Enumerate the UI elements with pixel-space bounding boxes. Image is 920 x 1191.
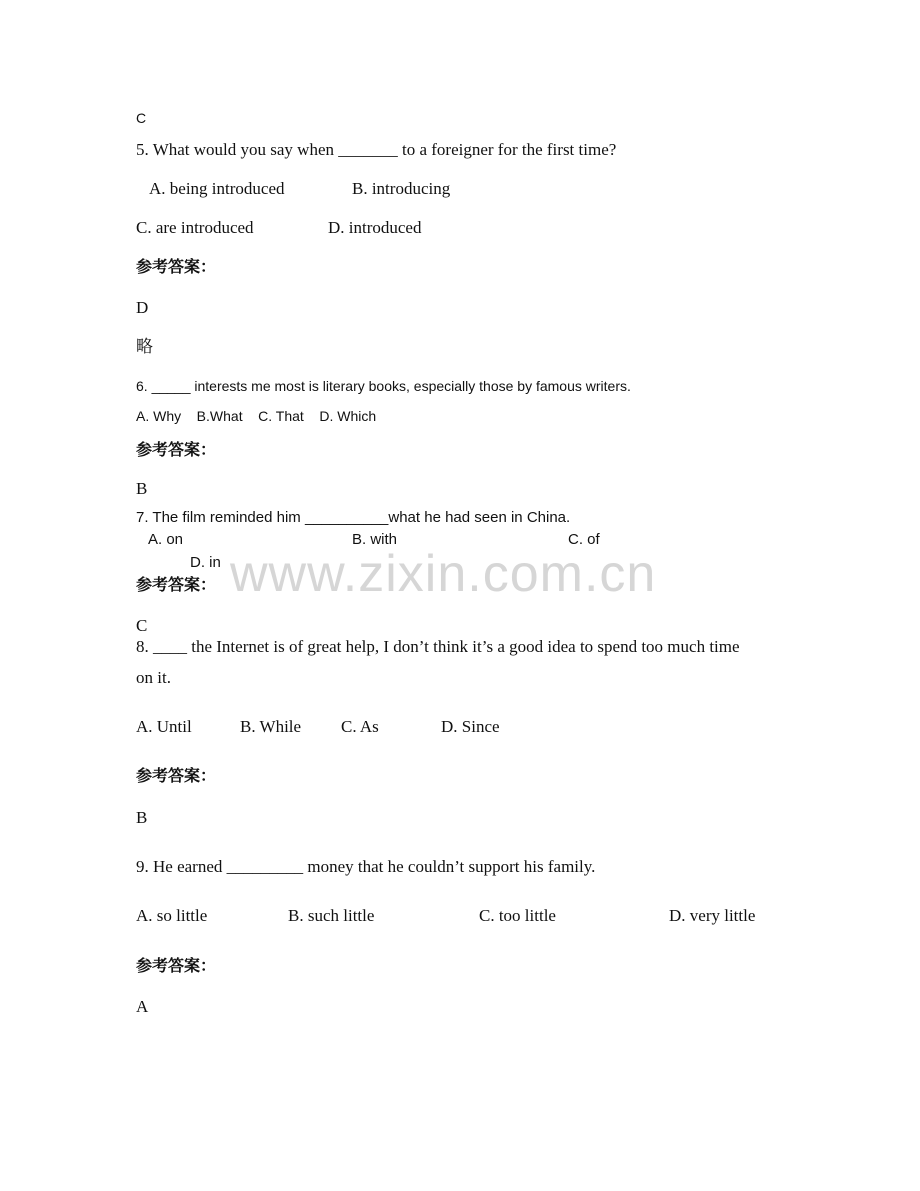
q5-option-b: B. introducing	[352, 179, 451, 198]
q7-stem: 7. The film reminded him __________what he had seen in China.	[136, 509, 571, 526]
q8-answer-label: 参考答案：	[136, 766, 217, 785]
q9-answer: A	[136, 997, 149, 1016]
q7-answer: C	[136, 616, 148, 635]
q6-options: A. Why B.What C. That D. Which	[136, 408, 377, 424]
q7-option-a: A. on	[148, 531, 184, 548]
q8-option-a: A. Until	[136, 717, 192, 736]
q8-option-d: D. Since	[441, 717, 500, 736]
q7-option-c: C. of	[568, 531, 600, 548]
q8-stem-line2: on it.	[136, 668, 171, 687]
q8-answer: B	[136, 808, 148, 827]
q9-option-b: B. such little	[288, 906, 375, 925]
q5-option-d: D. introduced	[328, 218, 422, 237]
q6-answer: B	[136, 479, 148, 498]
q6-answer-label: 参考答案：	[136, 440, 217, 459]
q5-option-a: A. being introduced	[149, 179, 285, 198]
q7-option-b: B. with	[352, 531, 398, 548]
q5-answer: D	[136, 298, 149, 317]
q9-stem: 9. He earned _________ money that he couldn’t support his family.	[136, 857, 596, 876]
q6-stem: 6. _____ interests me most is literary books, especially those by famous writers.	[136, 378, 631, 394]
previous-answer: C	[136, 110, 147, 126]
q9-option-d: D. very little	[669, 906, 756, 925]
q8-option-c: C. As	[341, 717, 379, 736]
q9-option-a: A. so little	[136, 906, 208, 925]
q5-option-c: C. are introduced	[136, 218, 254, 237]
q7-answer-label: 参考答案：	[136, 575, 217, 594]
q5-answer-label: 参考答案：	[136, 257, 217, 276]
q5-stem: 5. What would you say when _______ to a foreigner for the first time?	[136, 140, 617, 159]
q8-stem-line1: 8. ____ the Internet is of great help, I don’t think it’s a good idea to spend too much time	[136, 637, 740, 656]
q7-option-d: D. in	[190, 554, 221, 571]
q9-answer-label: 参考答案：	[136, 956, 217, 975]
watermark: www.zixin.com.cn	[230, 545, 657, 603]
q5-note: 略	[136, 337, 153, 357]
q8-option-b: B. While	[240, 717, 302, 736]
q9-option-c: C. too little	[479, 906, 556, 925]
